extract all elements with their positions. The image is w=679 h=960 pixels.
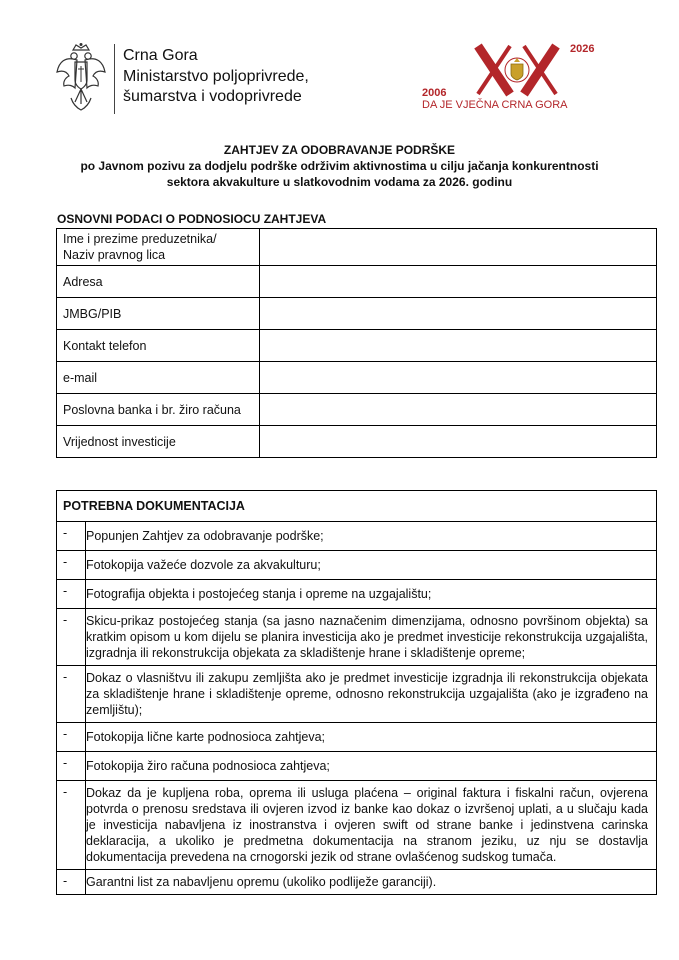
ministry-name [123, 46, 309, 108]
field-label-investment: Vrijednost investicije [57, 426, 260, 458]
montenegro-coat-of-arms-icon [55, 42, 107, 112]
list-item [57, 870, 657, 895]
bullet-dash: - [57, 609, 86, 666]
field-value-email[interactable] [259, 362, 656, 394]
basic-info-table [56, 228, 657, 458]
list-item [57, 580, 657, 609]
logo-year-left: 2006 [422, 87, 447, 99]
bullet-dash: - [57, 580, 86, 609]
field-label-email: e-mail [57, 362, 260, 394]
bullet-dash: - [57, 781, 86, 870]
field-value-name[interactable] [259, 229, 656, 266]
document-header [0, 0, 679, 130]
basic-info-heading: OSNOVNI PODACI O PODNOSIOCU ZAHTJEVA [57, 212, 327, 226]
doc-item-text: Fotografija objekta i postojećeg stanja i opreme na uzgajalištu; [86, 580, 657, 609]
table-row [57, 426, 657, 458]
field-label-jmbg-pib: JMBG/PIB [57, 298, 260, 330]
anniversary-logo [420, 38, 616, 110]
org-line-3: šumarstva i vodoprivrede [123, 88, 302, 105]
table-row [57, 298, 657, 330]
field-value-investment[interactable] [259, 426, 656, 458]
header-divider [114, 44, 115, 114]
field-label-line: Ime i prezime preduzetnika/ [63, 232, 217, 246]
table-row [57, 330, 657, 362]
doc-item-text: Popunjen Zahtjev za odobravanje podrške; [86, 522, 657, 551]
table-row [57, 229, 657, 266]
list-item [57, 666, 657, 723]
doc-item-text: Fotokopija važeće dozvole za akvakulturu; [86, 551, 657, 580]
doc-item-text: Fotokopija lične karte podnosioca zahtjeva; [86, 723, 657, 752]
documentation-table [56, 490, 657, 895]
list-item [57, 723, 657, 752]
org-line-2: Ministarstvo poljoprivrede, [123, 67, 309, 85]
bullet-dash: - [57, 666, 86, 723]
title-line-2: po Javnom pozivu za dodjelu podrške održivim aktivnostima u cilju jačanja konkurentnosti [80, 159, 599, 173]
bullet-dash: - [57, 522, 86, 551]
bullet-dash: - [57, 752, 86, 781]
doc-item-text: Skicu-prikaz postojećeg stanja (sa jasno naznačenim dimenzijama, odnosno površinom objekta) sa kratkim opisom u kom dijelu se planira investicija ako je predmet investicije rekonstrukcija uzgajališta, izgradnja ili rekonstrukcija objekata za skladištenje hrane i skladištenje opreme; [86, 609, 657, 666]
list-item [57, 522, 657, 551]
title-line-3: sektora akvakulture u slatkovodnim vodama za 2026. godinu [166, 175, 513, 189]
table-row [57, 491, 657, 522]
org-line-1: Crna Gora [123, 47, 198, 64]
doc-item-text: Garantni list za nabavljenu opremu (ukoliko podliježe garanciji). [86, 870, 657, 895]
logo-year-right: 2026 [570, 43, 595, 55]
field-value-jmbg-pib[interactable] [259, 298, 656, 330]
list-item [57, 609, 657, 666]
field-value-address[interactable] [259, 266, 656, 298]
table-row [57, 266, 657, 298]
document-title [40, 142, 639, 190]
title-line-1: ZAHTJEV ZA ODOBRAVANJE PODRŠKE [223, 143, 456, 157]
doc-item-text: Dokaz da je kupljena roba, oprema ili usluga plaćena – original faktura i fiskalni račun, ovjerena potvrda o prenosu sredstava ili ovjeren izvod iz banke kao dokaz o izvršenoj uplati, a u slučaju kada je investicija nabavljena iz inostranstva i ovjeren swift od strane banke i jedinstvena carinska deklaracija, a ukoliko je predmetna dokumentacija na stranom jeziku, uz nju se dostavlja dokumentacija prevedena na crnogorski jezik od strane ovlašćenog sudskog tumača. [86, 781, 657, 870]
field-value-bank[interactable] [259, 394, 656, 426]
field-label-phone: Kontakt telefon [57, 330, 260, 362]
doc-item-text: Dokaz o vlasništvu ili zakupu zemljišta ako je predmet investicije izgradnja ili rekonstrukcija objekata za skladištenje hrane i skladištenje opreme, odnosno rekonstrukcija uzgajališta (ako je izgrađeno na zemljištu); [86, 666, 657, 723]
field-label-address: Adresa [57, 266, 260, 298]
list-item [57, 781, 657, 870]
table-row [57, 362, 657, 394]
field-label-line: Naziv pravnog lica [63, 248, 166, 262]
field-label-name [57, 229, 260, 266]
field-label-bank: Poslovna banka i br. žiro računa [57, 394, 260, 426]
list-item [57, 752, 657, 781]
field-value-phone[interactable] [259, 330, 656, 362]
doc-item-text: Fotokopija žiro računa podnosioca zahtjeva; [86, 752, 657, 781]
bullet-dash: - [57, 723, 86, 752]
bullet-dash: - [57, 551, 86, 580]
table-row [57, 394, 657, 426]
logo-slogan: DA JE VJEČNA CRNA GORA [422, 99, 568, 110]
documentation-heading: POTREBNA DOKUMENTACIJA [57, 491, 657, 522]
bullet-dash: - [57, 870, 86, 895]
list-item [57, 551, 657, 580]
